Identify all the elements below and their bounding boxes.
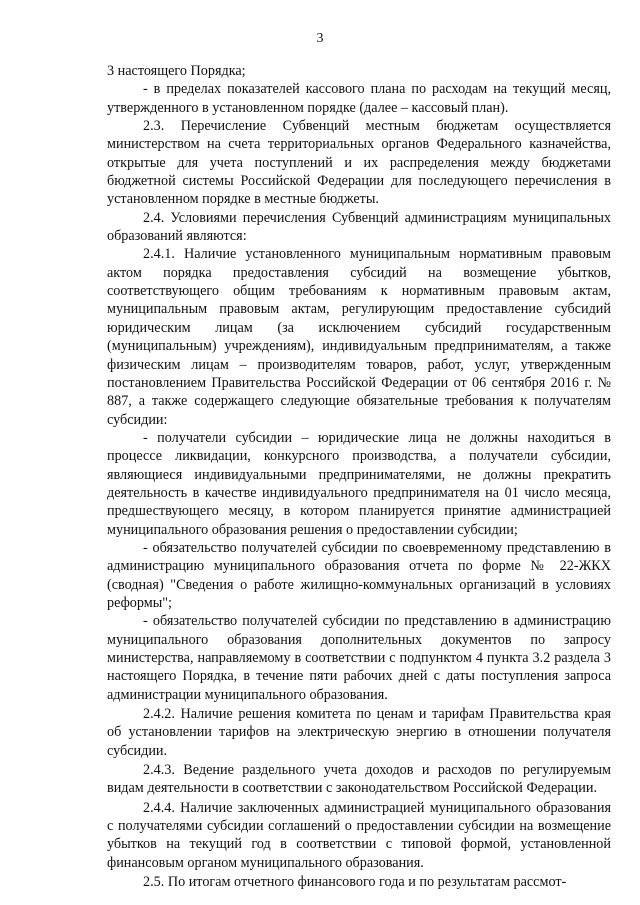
paragraph-bullet-documents: - обязательство получателей субсидии по представлению в администрацию муниципального образования дополнительных документов по запросу министерства, направляемому в соответствии с подпунктом 4 пункта 3.2 раздела 3 настоящего Порядка, в течение пяти рабочих дней с даты поступления запроса администрации муниципального образования. — [107, 613, 611, 703]
paragraph-bullet-report: - обязательство получателей субсидии по своевременному представлению в администрацию муниципального образования отчета по форме № 22-ЖКХ (сводная) "Сведения о работе жилищно-коммунальных организаций в условиях реформы"; — [107, 539, 611, 611]
paragraph-2-4: 2.4. Условиями перечисления Субвенций администрациям муниципальных образований являются: — [107, 209, 611, 245]
paragraph-bullet-liquidation: - получатели субсидии – юридические лица не должны находиться в процессе ликвидации, конкурсного производства, а получатели субсидии, являющиеся индивидуальными предпринимателями, не должны прекратить деятельность в качестве индивидуального предпринимателя на 01 число месяца, предшествующего месяцу, в котором планируется принятие администрацией муниципального образования решения о предоставлении субсидии; — [107, 429, 611, 538]
paragraph-continuation: 3 настоящего Порядка; — [107, 63, 246, 79]
paragraph-2-4-3: 2.4.3. Ведение раздельного учета доходов и расходов по регулируемым видам деятельности в соответствии с законодательством Российской Федерации. — [107, 762, 611, 797]
paragraph-cash-plan-item: - в пределах показателей кассового плана по расходам на текущий месяц, утвержденного в установленном порядке (далее – кассовый план). — [107, 81, 611, 116]
paragraph-2-4-4: 2.4.4. Наличие заключенных администрацией муниципального образования с получателями субсидии соглашений о предоставлении субсидии на возмещение убытков на текущий год в соответствии с типовой формой, установленной финансовым органом муниципального образования. — [107, 799, 611, 871]
document-body — [107, 62, 611, 891]
paragraph-2-5: 2.5. По итогам отчетного финансового года и по результатам рассмот- — [143, 874, 567, 891]
paragraph-2-4-2: 2.4.2. Наличие решения комитета по ценам и тарифам Правительства края об установлении тарифов на электрическую энергию в отношении получателя субсидии. — [107, 706, 611, 759]
paragraph-2-4-1: 2.4.1. Наличие установленного муниципальным нормативным правовым актом порядка предоставления субсидий на возмещение убытков, соответствующего общим требованиям к нормативным правовым актам, муниципальным правовым актам, регулирующим предоставление субсидий юридическим лицам (за исключением субсидий государственным (муниципальным) учреждениям), индивидуальным предпринимателям, а также физическим лицам – производителям товаров, работ, услуг, утвержденным постановлением Правительства Российской Федерации от 06 сентября 2016 г. № 887, а также содержащего следующие обязательные требования к получателям субсидии: — [107, 246, 611, 428]
paragraph-2-3: 2.3. Перечисление Субвенций местным бюджетам осуществляется министерством на счета территориальных органов Федерального казначейства, открытые для учета поступлений и их распределения между бюджетами бюджетной системы Российской Федерации для последующего перечисления в установленном порядке в местные бюджеты. — [107, 118, 611, 208]
page-number: 3 — [316, 31, 324, 46]
